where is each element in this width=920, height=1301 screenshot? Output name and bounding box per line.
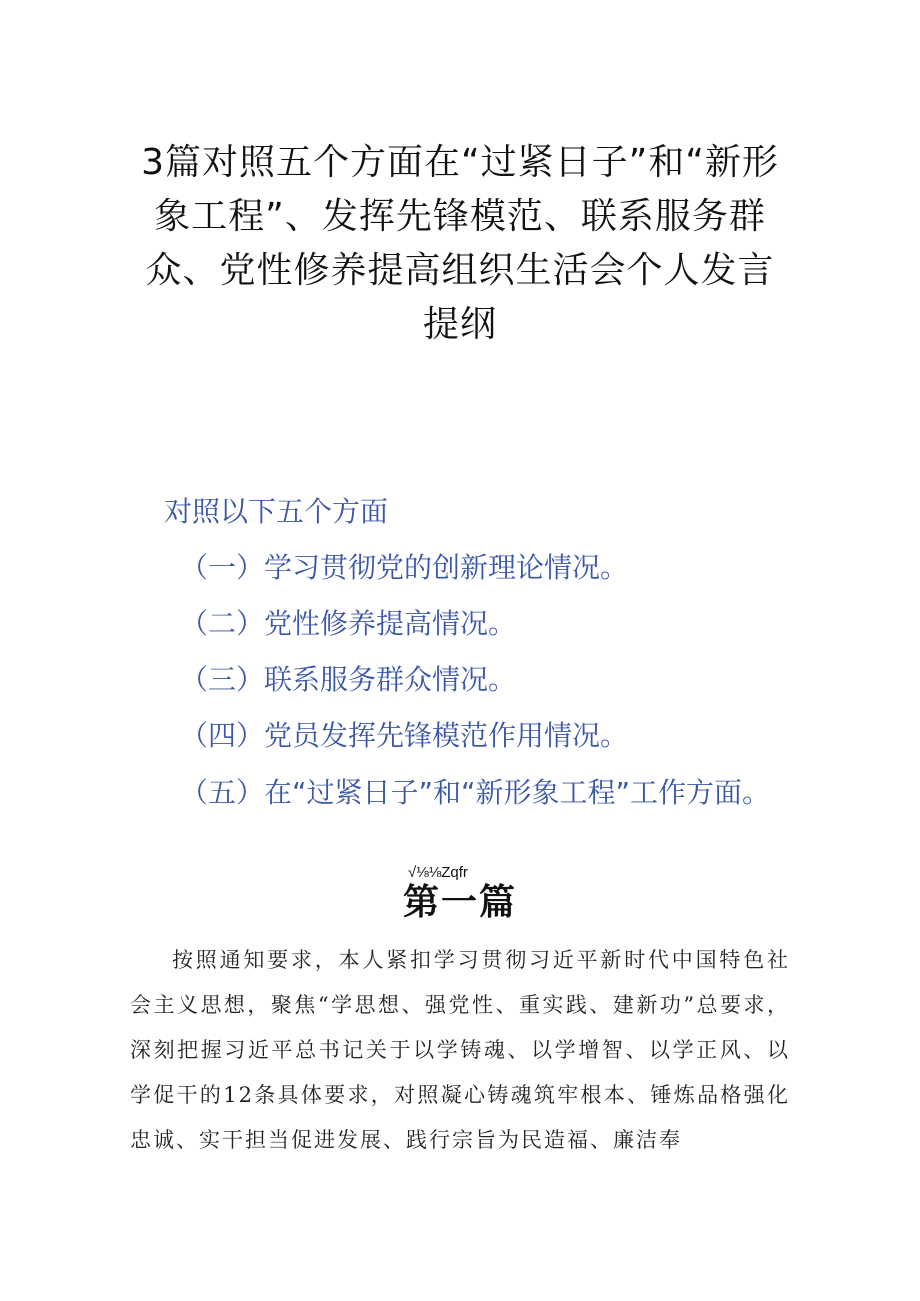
- outline-heading: 对照以下五个方面: [164, 495, 389, 528]
- section-title: 第一篇: [402, 882, 517, 923]
- outline-item: （五）在“过紧日子”和“新形象工程”工作方面。: [180, 776, 771, 809]
- body-paragraph: 按照通知要求，本人紧扣学习贯彻习近平新时代中国特色社会主义思想，聚焦“学思想、强党性、重实践、建新功”总要求，深刻把握习近平总书记关于以学铸魂、以学增智、以学正风、以学促干的12条具体要求，对照凝心铸魂筑牢根本、锤炼品格强化忠诚、实干担当促进发展、践行宗旨为民造福、廉洁奉: [130, 948, 790, 1152]
- outline-item: （一）学习贯彻党的创新理论情况。: [180, 551, 629, 584]
- garbled-text: √⅛⅛Zqfr: [408, 864, 468, 881]
- document-title: 3篇对照五个方面在“过紧日子”和“新形象工程”、发挥先锋模范、联系服务群众、党性修养提高组织生活会个人发言提纲: [141, 142, 779, 345]
- outline-item: （四）党员发挥先锋模范作用情况。: [180, 719, 629, 752]
- outline-item: （三）联系服务群众情况。: [180, 663, 517, 696]
- outline-item: （二）党性修养提高情况。: [180, 607, 517, 640]
